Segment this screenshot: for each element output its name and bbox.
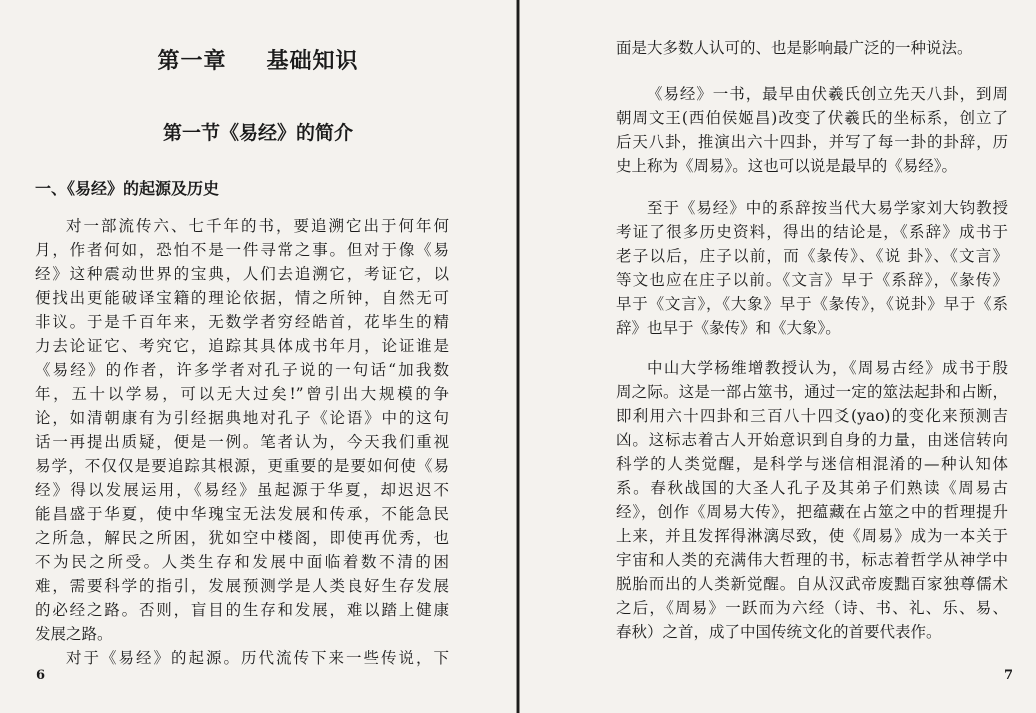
text-line: 等文也应在庄子以前。《文言》早于《系辞》，《彖传》	[616, 271, 1008, 289]
text-line: 《易经》一书，最早由伏羲氏创立先天八卦，到周	[647, 85, 1008, 103]
text-line: 之后，《周易》一跃而为六经（诗、书、礼、乐、易、	[616, 599, 1008, 617]
text-line: 的必经之路。否则，盲目的生存和发展，难以踏上健康	[35, 601, 449, 619]
right-paragraph-1	[616, 36, 1008, 60]
page-number: 7	[1004, 668, 1014, 683]
text-line: 论，如清朝康有为引经据典地对孔子《论语》中的这句	[35, 409, 449, 427]
left-page	[0, 0, 516, 713]
text-line: 对于《易经》的起源。历代流传下来一些传说，下	[66, 649, 449, 667]
right-paragraph-3	[616, 196, 1008, 340]
chapter-name: 基础知识	[266, 48, 359, 74]
chapter-number: 第一章	[157, 48, 227, 74]
text-line: 宇宙和人类的充满伟大哲理的书，标志着哲学从神学中	[616, 551, 1008, 569]
text-line: 经》这种震动世界的宝典，人们去追溯它，考证它，以	[35, 265, 449, 283]
text-line: 能昌盛于华夏，使中华瑰宝无法发展和传承，不能急民	[35, 505, 449, 523]
text-line: 易学，不仅仅是要追踪其根源，更重要的是要如何使《易	[35, 457, 449, 475]
text-line: 之所急，解民之所困，犹如空中楼阁，即使再优秀，也	[35, 529, 449, 547]
text-line: 系。春秋战国的大圣人孔子及其弟子们熟读《周易古	[616, 479, 1008, 497]
text-line: 朝周文王(西伯侯姬昌)改变了伏羲氏的坐标系，创立了	[616, 109, 1008, 127]
text-line: 中山大学杨维增教授认为，《周易古经》成书于殷	[647, 359, 1008, 377]
text-line: 凶。这标志着古人开始意识到自身的力量，由迷信转向	[616, 431, 1008, 449]
text-line: 年，五十以学易，可以无大过矣!”曾引出大规模的争	[35, 385, 449, 403]
text-line: 后天八卦，推演出六十四卦，并写了每一卦的卦辞，历	[616, 133, 1008, 151]
text-line: 考证了很多历史资料，得出的结论是，《系辞》成书于	[616, 223, 1008, 241]
text-line: 周之际。这是一部占筮书，通过一定的筮法起卦和占断，	[616, 383, 1008, 401]
text-line: 力去论证它、考究它，追踪其具体成书年月，论证谁是	[35, 337, 449, 355]
right-page	[520, 0, 1036, 713]
text-line: 科学的人类觉醒，是科学与迷信相混淆的—种认知体	[616, 455, 1008, 473]
right-paragraph-2	[616, 82, 1008, 178]
text-line: 春秋）之首，成了中国传统文化的首要代表作。	[616, 623, 942, 641]
text-line: 老子以后，庄子以前，而《彖传》、《说 卦》、《文言》	[616, 247, 1008, 265]
right-paragraph-4	[616, 356, 1008, 644]
text-line: 《易经》的作者，许多学者对孔子说的一句话“加我数	[35, 361, 449, 379]
page-number: 6	[36, 668, 46, 683]
text-line: 难，需要科学的指引，发展预测学是人类良好生存发展	[35, 577, 449, 595]
text-line: 月，作者何如，恐怕不是一件寻常之事。但对于像《易	[35, 241, 449, 259]
text-line: 经》得以发展运用，《易经》虽起源于华夏，却迟迟不	[35, 481, 449, 499]
left-body-text	[35, 214, 449, 670]
text-line: 早于《文言》，《大象》早于《彖传》，《说卦》早于《系	[616, 295, 1008, 313]
text-line: 便找出更能破译宝籍的理论依据，情之所钟，自然无可	[35, 289, 449, 307]
section-title: 第一节《易经》的简介	[162, 122, 353, 144]
text-line: 即利用六十四卦和三百八十四爻(yao)的变化来预测吉	[616, 407, 1008, 425]
text-line: 面是大多数人认可的、也是影响最广泛的一种说法。	[616, 39, 973, 57]
text-line: 不为民之所受。人类生存和发展中面临着数不清的困	[35, 553, 449, 571]
text-line: 上来，并且发挥得淋漓尽致，使《周易》成为一本关于	[616, 527, 1008, 545]
text-line: 经》，创作《周易大传》，把蕴藏在占筮之中的哲理提升	[616, 503, 1008, 521]
text-line: 话一再提出质疑，便是一例。笔者认为，今天我们重视	[35, 433, 449, 451]
text-line: 发展之路。	[35, 625, 113, 643]
text-line: 辞》也早于《彖传》和《大象》。	[616, 319, 841, 337]
text-line: 脱胎而出的人类新觉醒。自从汉武帝废黜百家独尊儒术	[616, 575, 1008, 593]
text-line: 至于《易经》中的系辞按当代大易学家刘大钧教授	[647, 199, 1008, 217]
text-line: 史上称为《周易》。这也可以说是最早的《易经》。	[616, 157, 958, 175]
subheading: 一、《易经》的起源及历史	[35, 179, 220, 198]
text-line: 对一部流传六、七千年的书，要追溯它出于何年何	[66, 217, 449, 235]
chapter-title	[0, 44, 516, 75]
text-line: 非议。于是千百年来，无数学者穷经皓首，花毕生的精	[35, 313, 449, 331]
